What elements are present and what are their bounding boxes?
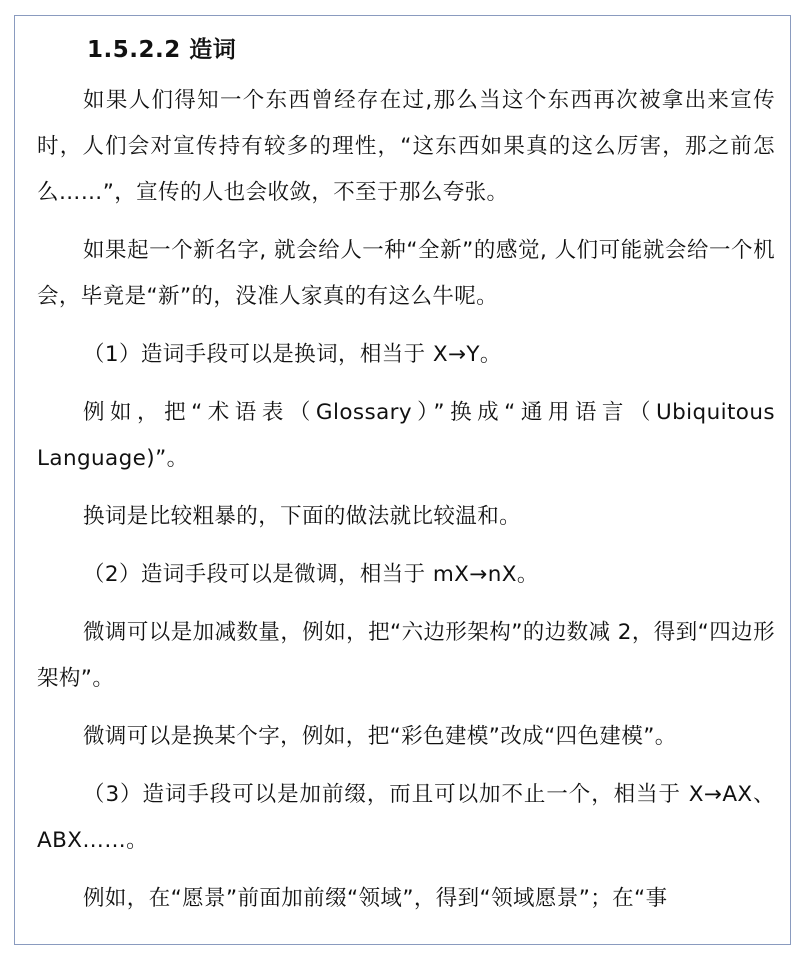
- paragraph-5: 换词是比较粗暴的，下面的做法就比较温和。: [83, 504, 522, 529]
- paragraph-9: （3）造词手段可以是加前缀，而且可以加不止一个，相当于 X→AX、ABX……。: [37, 782, 775, 853]
- paragraph-10: 例如，在“愿景”前面加前缀“领域”，得到“领域愿景”；在“事: [83, 886, 668, 911]
- paragraph-4: 例如，把“术语表（Glossary）”换成“通用语言（Ubiquitous Language)”。: [37, 400, 775, 471]
- paragraph-6: （2）造词手段可以是微调，相当于 mX→nX。: [83, 562, 539, 587]
- section-heading: 1.5.2.2 造词: [87, 37, 237, 63]
- paragraph-1: 如果人们得知一个东西曾经存在过,那么当这个东西再次被拿出来宣传时，人们会对宣传持有较多的理性，“这东西如果真的这么厉害，那之前怎么……”，宣传的人也会收敛，不至于那么夸张。: [37, 88, 775, 205]
- paragraph-8: 微调可以是换某个字，例如，把“彩色建模”改成“四色建模”。: [83, 724, 677, 749]
- page-frame: [14, 15, 791, 945]
- paragraph-7: 微调可以是加减数量，例如，把“六边形架构”的边数减 2，得到“四边形架构”。: [37, 620, 775, 691]
- paragraph-2: 如果起一个新名字, 就会给人一种“全新”的感觉, 人们可能就会给一个机会，毕竟是“新”的，没准人家真的有这么牛呢。: [37, 238, 775, 309]
- paragraph-3: （1）造词手段可以是换词，相当于 X→Y。: [83, 342, 502, 367]
- document-body: [37, 28, 775, 930]
